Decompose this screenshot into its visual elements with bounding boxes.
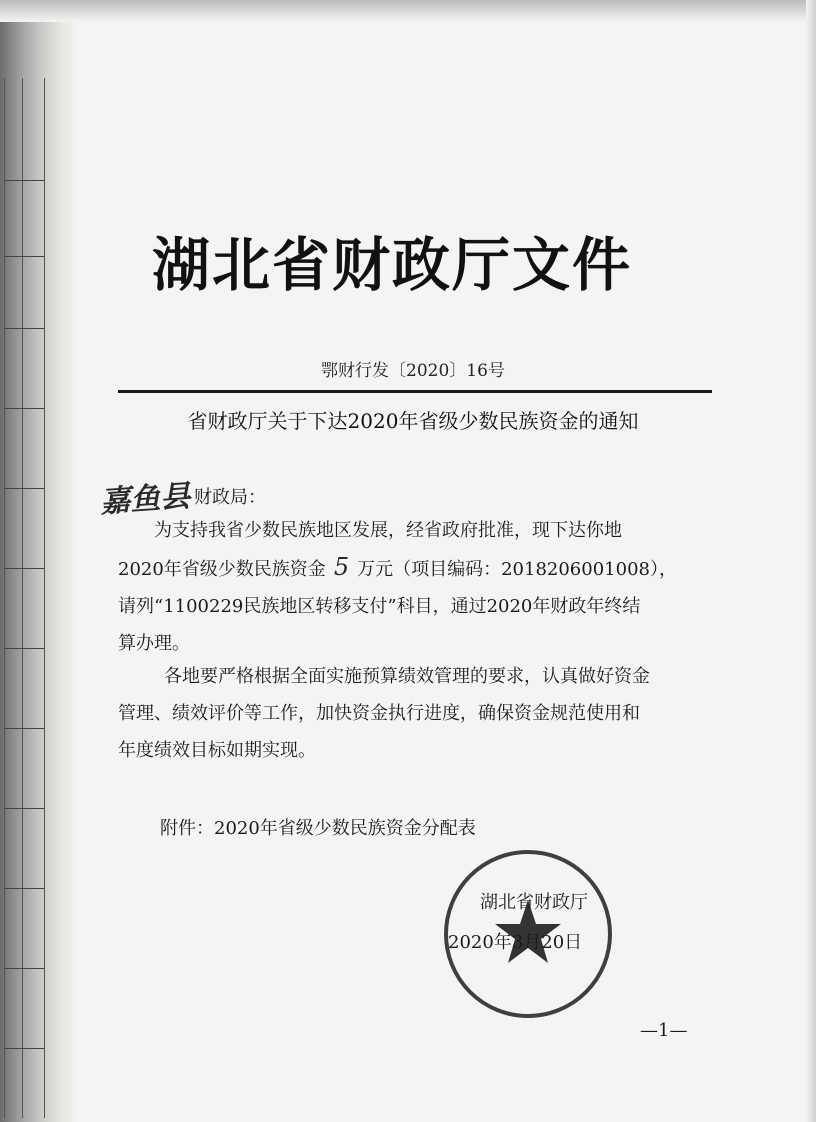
notice-title: 省财政厅关于下达2020年省级少数民族资金的通知	[187, 409, 639, 433]
binding-ruled-margin	[0, 78, 50, 1118]
scan-right-edge	[806, 0, 816, 1122]
margin-rule	[4, 256, 44, 257]
scan-top-shadow	[0, 0, 816, 22]
addressee-suffix: 财政局：	[194, 487, 266, 508]
body-line	[118, 549, 722, 588]
body-paragraph-1	[118, 512, 722, 662]
body-line: 算办理。	[118, 633, 190, 654]
margin-rule	[44, 78, 45, 1118]
signing-date: 2020年3月20日	[448, 932, 583, 953]
signing-organization: 湖北省财政厅	[480, 892, 588, 913]
margin-rule	[4, 1048, 44, 1049]
margin-rule	[4, 328, 44, 329]
header-divider	[118, 390, 712, 393]
margin-rule	[4, 808, 44, 809]
body-line: 为支持我省少数民族地区发展，经省政府批准，现下达你地	[154, 520, 622, 541]
body-line: 管理、绩效评价等工作，加快资金执行进度，确保资金规范使用和	[118, 703, 640, 724]
margin-rule	[4, 488, 44, 489]
margin-rule	[22, 78, 23, 1118]
body-line: 请列“1100229民族地区转移支付”科目，通过2020年财政年终结	[118, 596, 641, 617]
margin-rule	[4, 648, 44, 649]
margin-rule	[4, 180, 44, 181]
margin-rule	[4, 568, 44, 569]
margin-rule	[4, 728, 44, 729]
document-number: 鄂财行发〔2020〕16号	[321, 361, 505, 381]
margin-rule	[4, 78, 5, 1118]
body-text: 2020年省级少数民族资金	[118, 559, 326, 580]
handwritten-county: 嘉鱼县	[99, 478, 192, 521]
margin-rule	[4, 968, 44, 969]
handwritten-amount: 5	[333, 553, 350, 581]
margin-rule	[4, 888, 44, 889]
body-text: 万元（项目编码：2018206001008），	[357, 559, 677, 580]
body-paragraph-2	[118, 658, 722, 769]
body-line: 各地要严格根据全面实施预算绩效管理的要求，认真做好资金	[164, 666, 650, 687]
attachment-line: 附件：2020年省级少数民族资金分配表	[160, 818, 476, 839]
body-line: 年度绩效目标如期实现。	[118, 740, 316, 761]
page-number: —1—	[640, 1020, 688, 1041]
issuer-title: 湖北省财政厅文件	[152, 231, 633, 299]
